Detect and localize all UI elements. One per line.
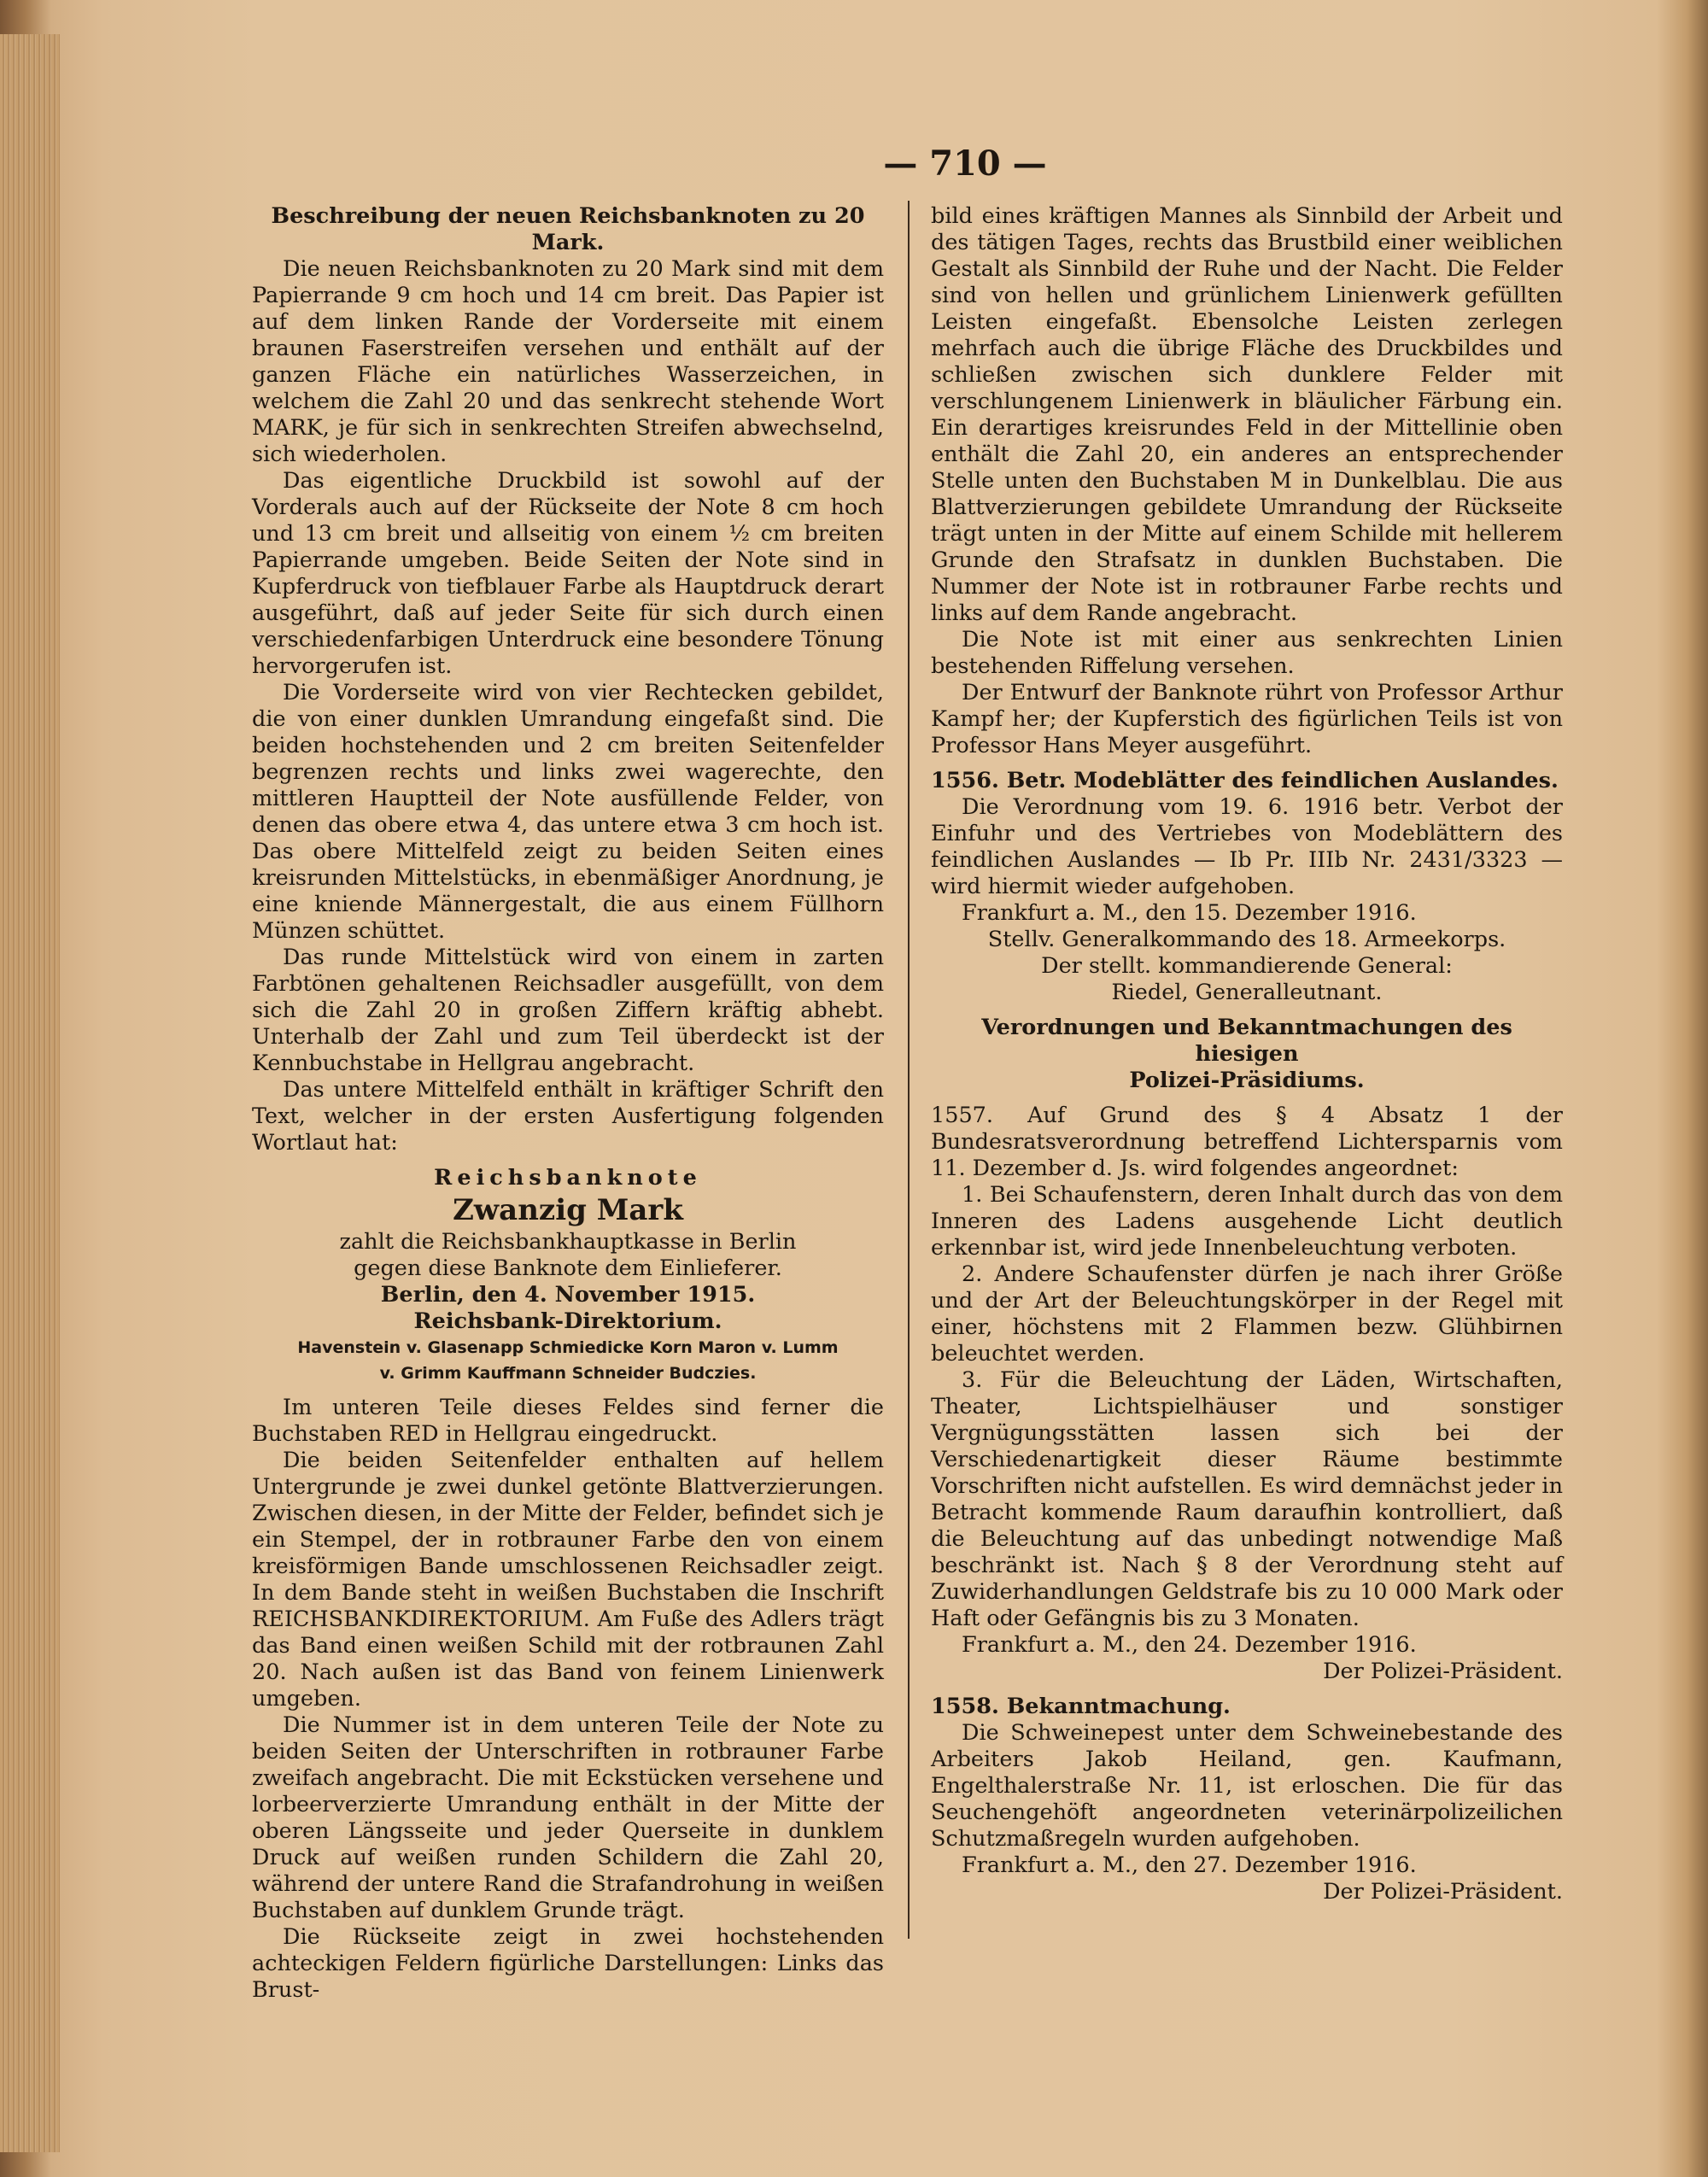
paragraph: Das runde Mittelstück wird von einem in zarten Farbtönen gehaltenen Reichsadler ausgefüllt, von dem sich die Zahl 20 in großen Ziffern kräftig abhebt. Unterhalb der Zahl und zum Teil überdeckt ist der Kennbuchstabe in Hellgrau angebracht. — [252, 945, 884, 1076]
date-line: Frankfurt a. M., den 24. Dezember 1916. — [962, 1632, 1417, 1658]
paragraph: Das untere Mittelfeld enthält in kräftiger Schrift den Text, welcher in der ersten Ausfertigung folgenden Wortlaut hat: — [252, 1077, 884, 1156]
article-title: Beschreibung der neuen Reichsbanknoten zu 20 Mark. — [271, 203, 865, 255]
date-line: Frankfurt a. M., den 27. Dezember 1916. — [962, 1852, 1417, 1878]
paragraph: Die Rückseite zeigt in zwei hochstehenden achteckigen Feldern figürliche Darstellungen: Links das Brust- — [252, 1924, 884, 2003]
paragraph: Die Verordnung vom 19. 6. 1916 betr. Verbot der Einfuhr und des Vertriebes von Modeblättern des feindlichen Auslandes — Ib Pr. IIIb Nr. 2431/3323 — wird hiermit wieder aufgehoben. — [931, 794, 1563, 899]
list-item: 3. Für die Beleuchtung der Läden, Wirtschaften, Theater, Lichtspielhäuser und sonstiger Vergnügungsstätten lassen sich bei der Verschiedenartigkeit dieser Räume bestimmte Vorschriften nicht aufstellen. Es wird demnächst jeder in Betracht kommende Raum daraufhin kontrolliert, daß die Beleuchtung auf das unbedingt notwendige Maß beschränkt ist. Nach § 8 der Verordnung steht auf Zuwiderhandlungen Geldstrafe bis zu 10 000 Mark oder Haft oder Gefängnis bis zu 3 Monaten. — [931, 1367, 1563, 1631]
section-title: Polizei-Präsidiums. — [1129, 1068, 1365, 1093]
list-item: 1. Bei Schaufenstern, deren Inhalt durch das von dem Inneren des Ladens ausgehende Licht deutlich erkennbar ist, wird jede Innenbeleuchtung verboten. — [931, 1182, 1563, 1261]
signature-line: Der Polizei-Präsident. — [1323, 1659, 1563, 1684]
paragraph: 1557. Auf Grund des § 4 Absatz 1 der Bundesratsverordnung betreffend Lichtersparnis vom 11. Dezember d. Js. wird folgendes angeordnet: — [931, 1103, 1563, 1181]
section-title: Verordnungen und Bekanntmachungen des hiesigen — [981, 1015, 1512, 1067]
paragraph: Im unteren Teile dieses Feldes sind ferner die Buchstaben RED in Hellgrau eingedruckt. — [252, 1395, 884, 1447]
date-line: Frankfurt a. M., den 15. Dezember 1916. — [962, 900, 1417, 926]
signature-line: Der Polizei-Präsident. — [1323, 1879, 1563, 1905]
paragraph: Die Note ist mit einer aus senkrechten Linien bestehenden Riffelung versehen. — [931, 627, 1563, 679]
paragraph: Der Entwurf der Banknote rührt von Professor Arthur Kampf her; der Kupferstich des figürlichen Teils ist von Professor Hans Meyer ausgeführt. — [931, 680, 1563, 758]
paragraph: Das eigentliche Druckbild ist sowohl auf der Vorderals auch auf der Rückseite der Note 8 cm hoch und 13 cm breit und allseitig von einem ½ cm breiten Papierrande umgeben. Beide Seiten der Note sind in Kupferdruck von tiefblauer Farbe als Hauptdruck derart ausgeführt, daß auf jeder Seite für sich durch einen verschiedenfarbigen Unterdruck eine besondere Tönung hervorgerufen ist. — [252, 468, 884, 679]
column-divider — [908, 201, 910, 1939]
section-heading-1558: 1558. Bekanntmachung. — [931, 1694, 1231, 1719]
note-text-line: gegen diese Banknote dem Einlieferer. — [354, 1255, 782, 1281]
page-number: — 710 — — [883, 143, 1047, 184]
document-page — [60, 0, 1665, 2177]
right-column — [931, 203, 1563, 1905]
note-signers: Havenstein v. Glasenapp Schmiedicke Korn Maron v. Lumm — [297, 1338, 839, 1357]
note-title: Reichsbanknote — [434, 1165, 702, 1191]
note-amount: Zwanzig Mark — [453, 1193, 683, 1227]
signature-line: Der stellt. kommandierende General: — [1041, 953, 1453, 979]
left-column — [252, 203, 884, 2004]
book-page-edges — [0, 34, 60, 2152]
signature-line: Riedel, Generalleutnant. — [1111, 980, 1383, 1005]
paragraph: Die Schweinepest unter dem Schweinebestande des Arbeiters Jakob Heiland, gen. Kaufmann, Engelthalerstraße Nr. 11, ist erloschen. Die für das Seuchengehöft angeordneten veterinärpolizeilichen Schutzmaßregeln wurden aufgehoben. — [931, 1720, 1563, 1852]
paragraph: Die Vorderseite wird von vier Rechtecken gebildet, die von einer dunklen Umrandung eingefaßt sind. Die beiden hochstehenden und 2 cm breiten Seitenfelder begrenzen rechts und links zwei wagerechte, den mittleren Hauptteil der Note ausfüllende Felder, von denen das obere etwa 4, das untere etwa 3 cm hoch ist. Das obere Mittelfeld zeigt zu beiden Seiten eines kreisrunden Mittelstücks, in ebenmäßiger Anordnung, je eine kniende Männergestalt, die aus einem Füllhorn Münzen schüttet. — [252, 680, 884, 944]
paragraph: Die neuen Reichsbanknoten zu 20 Mark sind mit dem Papierrande 9 cm hoch und 14 cm breit. Das Papier ist auf dem linken Rande der Vorderseite mit einem braunen Faserstreifen versehen und enthält auf der ganzen Fläche ein natürliches Wasserzeichen, in welchem die Zahl 20 und das senkrecht stehende Wort MARK, je für sich in senkrechten Streifen abwechselnd, sich wiederholen. — [252, 256, 884, 467]
section-heading-1556: 1556. Betr. Modeblätter des feindlichen Auslandes. — [931, 768, 1559, 793]
paragraph: Die beiden Seitenfelder enthalten auf hellem Untergrunde je zwei dunkel getönte Blattverzierungen. Zwischen diesen, in der Mitte der Felder, befindet sich je ein Stempel, der in rotbrauner Farbe den von einem kreisförmigen Bande umschlossenen Reichsadler zeigt. In dem Bande steht in weißen Buchstaben die Inschrift REICHSBANKDIREKTORIUM. Am Fuße des Adlers trägt das Band einen weißen Schild mit der rotbraunen Zahl 20. Nach außen ist das Band von feinem Linienwerk umgeben. — [252, 1448, 884, 1712]
list-item: 2. Andere Schaufenster dürfen je nach ihrer Größe und der Art der Beleuchtungskörper in der Regel mit einer, höchstens mit 2 Flammen bezw. Glühbirnen beleuchtet werden. — [931, 1261, 1563, 1366]
paragraph: bild eines kräftigen Mannes als Sinnbild der Arbeit und des tätigen Tages, rechts das Brustbild einer weiblichen Gestalt als Sinnbild der Ruhe und der Nacht. Die Felder sind von hellen und grünlichem Linienwerk gefüllten Leisten eingefaßt. Ebensolche Leisten zerlegen mehrfach auch die übrige Fläche des Druckbildes und schließen zwischen sich dunklere Felder mit verschlungenem Linienwerk in bläulicher Färbung ein. Ein derartiges kreisrundes Feld in der Mittellinie oben enthält die Zahl 20, ein anderes an entsprechender Stelle unten den Buchstaben M in Dunkelblau. Die aus Blattverzierungen gebildete Umrandung der Rückseite trägt unten in der Mitte auf einem Schilde mit hellerem Grunde den Strafsatz in dunklen Buchstaben. Die Nummer der Note ist in rotbrauner Farbe rechts und links auf dem Rande angebracht. — [931, 203, 1563, 626]
note-signers: v. Grimm Kauffmann Schneider Budczies. — [379, 1364, 757, 1383]
paragraph: Die Nummer ist in dem unteren Teile der Note zu beiden Seiten der Unterschriften in rotbrauner Farbe zweifach angebracht. Die mit Eckstücken versehene und lorbeerverzierte Umrandung enthält in der Mitte der oberen Längsseite und jeder Querseite in dunklem Druck auf weißen runden Schildern die Zahl 20, während der untere Rand die Strafandrohung in weißen Buchstaben auf dunklem Grunde trägt. — [252, 1712, 884, 1923]
note-text-line: zahlt die Reichsbankhauptkasse in Berlin — [339, 1229, 797, 1255]
note-date: Berlin, den 4. November 1915. — [380, 1282, 756, 1308]
signature-line: Stellv. Generalkommando des 18. Armeekorps. — [987, 927, 1506, 952]
note-directorate: Reichsbank-Direktorium. — [413, 1308, 722, 1334]
